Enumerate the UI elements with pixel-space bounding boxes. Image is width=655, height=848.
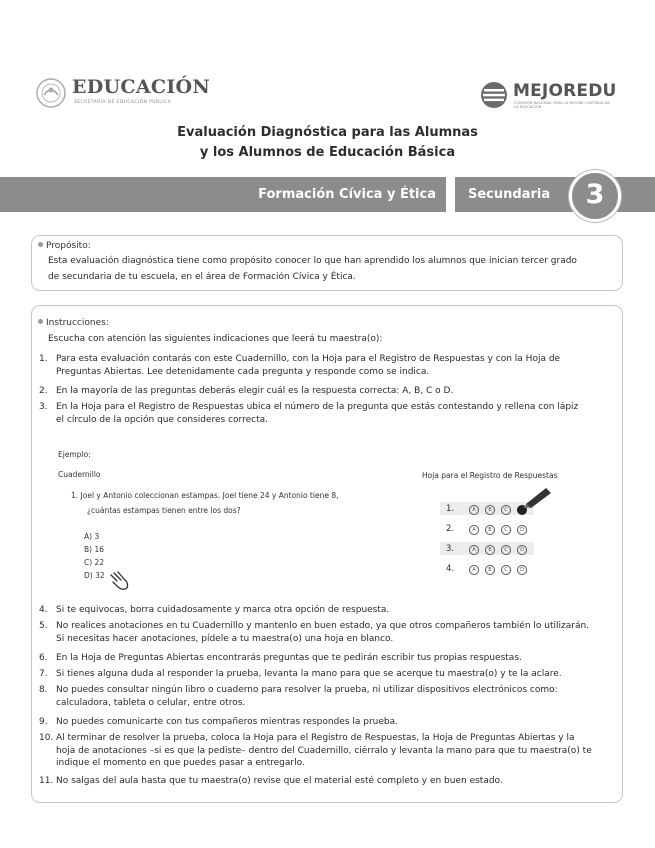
educacion-logo: EDUCACIÓN: [72, 76, 211, 98]
answer-bubble-a[interactable]: A: [469, 545, 479, 555]
item-number: 10.: [39, 733, 54, 743]
answer-bubble-c[interactable]: C: [501, 565, 511, 575]
item-text: Si necesitas hacer anotaciones, pídele a tu maestra(o) una hoja en blanco.: [56, 633, 394, 644]
item-text: No realices anotaciones en tu Cuadernillo y mantenlo en buen estado, ya que otros compañeros también lo utilizarán.: [56, 621, 590, 631]
answer-bubble-c[interactable]: C: [501, 525, 511, 535]
answer-bubble-a[interactable]: A: [469, 565, 479, 575]
answer-bubble-d[interactable]: D: [517, 565, 527, 575]
page-title: [0, 123, 655, 163]
answer-row-number: 3.: [446, 544, 455, 554]
grade-number: 3: [585, 179, 605, 210]
instructions-label: Instrucciones:: [38, 318, 109, 328]
item-number: 6.: [39, 653, 48, 663]
item-number: 9.: [39, 717, 48, 727]
item-number: 3.: [39, 402, 48, 412]
answer-row-number: 1.: [446, 504, 455, 514]
option-b: B) 16: [84, 545, 104, 554]
purpose-label: Propósito:: [38, 241, 91, 251]
item-text: No puedes consultar ningún libro o cuaderno para resolver la prueba, ni utilizar dispositivos electrónicos como:: [56, 685, 558, 695]
item-number: 7.: [39, 669, 48, 679]
title-line-1: Evaluación Diagnóstica para las Alumnas: [177, 125, 478, 140]
item-text: Al terminar de resolver la prueba, coloca la Hoja para el Registro de Respuestas, la Hoja de Preguntas Abiertas y la: [56, 733, 575, 743]
instructions-intro: Escucha con atención las siguientes indicaciones que leerá tu maestra(o):: [48, 334, 383, 344]
answer-bubble-b[interactable]: B: [485, 525, 495, 535]
option-d: D) 32: [84, 571, 105, 580]
item-text: Para esta evaluación contarás con este Cuadernillo, con la Hoja para el Registro de Respuestas y con la Hoja de: [56, 354, 561, 364]
example-question-line-2: ¿cuántas estampas tienen entre los dos?: [87, 506, 241, 515]
item-text: el círculo de la opción que consideres correcta.: [56, 414, 268, 425]
option-c: C) 22: [84, 558, 105, 567]
item-number: 5.: [39, 621, 48, 631]
answer-bubble-b[interactable]: B: [485, 565, 495, 575]
pointing-hand-icon: [108, 570, 136, 592]
mejoredu-logo: MEJOREDU: [513, 81, 617, 101]
item-text: En la Hoja para el Registro de Respuestas ubica el número de la pregunta que estás contestando y rellena con lápiz: [56, 402, 579, 412]
answer-bubble-a[interactable]: A: [469, 505, 479, 515]
purpose-text-line-2: de secundaria de tu escuela, en el área de Formación Cívica y Ética.: [48, 272, 356, 282]
purpose-text-line-1: Esta evaluación diagnóstica tiene como propósito conocer lo que han aprendido los alumnos que inician tercer grado: [48, 256, 577, 266]
seal-emblem-icon: [34, 77, 68, 109]
item-number: 4.: [39, 605, 48, 615]
answer-bubble-b[interactable]: B: [485, 505, 495, 515]
subject-label: Formación Cívica y Ética: [258, 187, 436, 202]
item-text: indique el momento en que puedes pasar a entregarlo.: [56, 758, 305, 768]
option-a: A) 3: [84, 532, 100, 541]
item-text: No salgas del aula hasta que tu maestra(o) revise que el material esté completo y en buen estado.: [56, 776, 503, 786]
item-text: En la Hoja de Preguntas Abiertas encontrarás preguntas que te pedirán escribir tus propias respuestas.: [56, 653, 522, 663]
answer-bubble-b[interactable]: B: [485, 545, 495, 555]
mejoredu-logo-icon: [480, 81, 508, 109]
booklet-label: Cuadernillo: [58, 470, 101, 479]
item-text: En la mayoría de las preguntas deberás elegir cuál es la respuesta correcta: A, B, C o D.: [56, 386, 454, 396]
answer-bubble-a[interactable]: A: [469, 525, 479, 535]
answer-row-number: 2.: [446, 524, 455, 534]
item-text: No puedes comunicarte con tus compañeros mientras respondes la prueba.: [56, 717, 398, 727]
level-label: Secundaria: [468, 187, 551, 202]
answer-row-number: 4.: [446, 564, 455, 574]
item-text: calculadora, tableta o celular, entre otros.: [56, 697, 246, 708]
answer-bubble-d[interactable]: D: [517, 545, 527, 555]
title-line-2: y los Alumnos de Educación Básica: [199, 145, 456, 160]
item-number: 2.: [39, 386, 48, 396]
item-text: hoja de anotaciones –si es que la pediste– dentro del Cuadernillo, ciérralo y levanta la mano para que tu maestra(o) te: [56, 745, 592, 756]
answer-bubble-d[interactable]: D: [517, 525, 527, 535]
item-text: Si te equivocas, borra cuidadosamente y marca otra opción de respuesta.: [56, 605, 390, 615]
example-question-line-1: 1. Joel y Antonio coleccionan estampas. Joel tiene 24 y Antonio tiene 8,: [71, 491, 339, 500]
item-number: 1.: [39, 354, 48, 364]
item-number: 11.: [39, 776, 54, 786]
educacion-subtitle: SECRETARÍA DE EDUCACIÓN PÚBLICA: [74, 100, 172, 105]
answer-bubble-c[interactable]: C: [501, 505, 511, 515]
item-text: Preguntas Abiertas. Lee detenidamente cada pregunta y responde como se indica.: [56, 366, 430, 377]
mejoredu-subtitle: COMISIÓN NACIONAL PARA LA MEJORA CONTINUA DE LA EDUCACIÓN: [514, 101, 610, 110]
answer-sheet-label: Hoja para el Registro de Respuestas: [422, 471, 558, 480]
answer-bubble-c[interactable]: C: [501, 545, 511, 555]
pencil-icon: [522, 484, 554, 508]
item-number: 8.: [39, 685, 48, 695]
item-text: Si tienes alguna duda al responder la prueba, levanta la mano para que se acerque tu maestra(o) y te la aclare.: [56, 669, 562, 679]
example-label: Ejemplo:: [58, 450, 91, 459]
